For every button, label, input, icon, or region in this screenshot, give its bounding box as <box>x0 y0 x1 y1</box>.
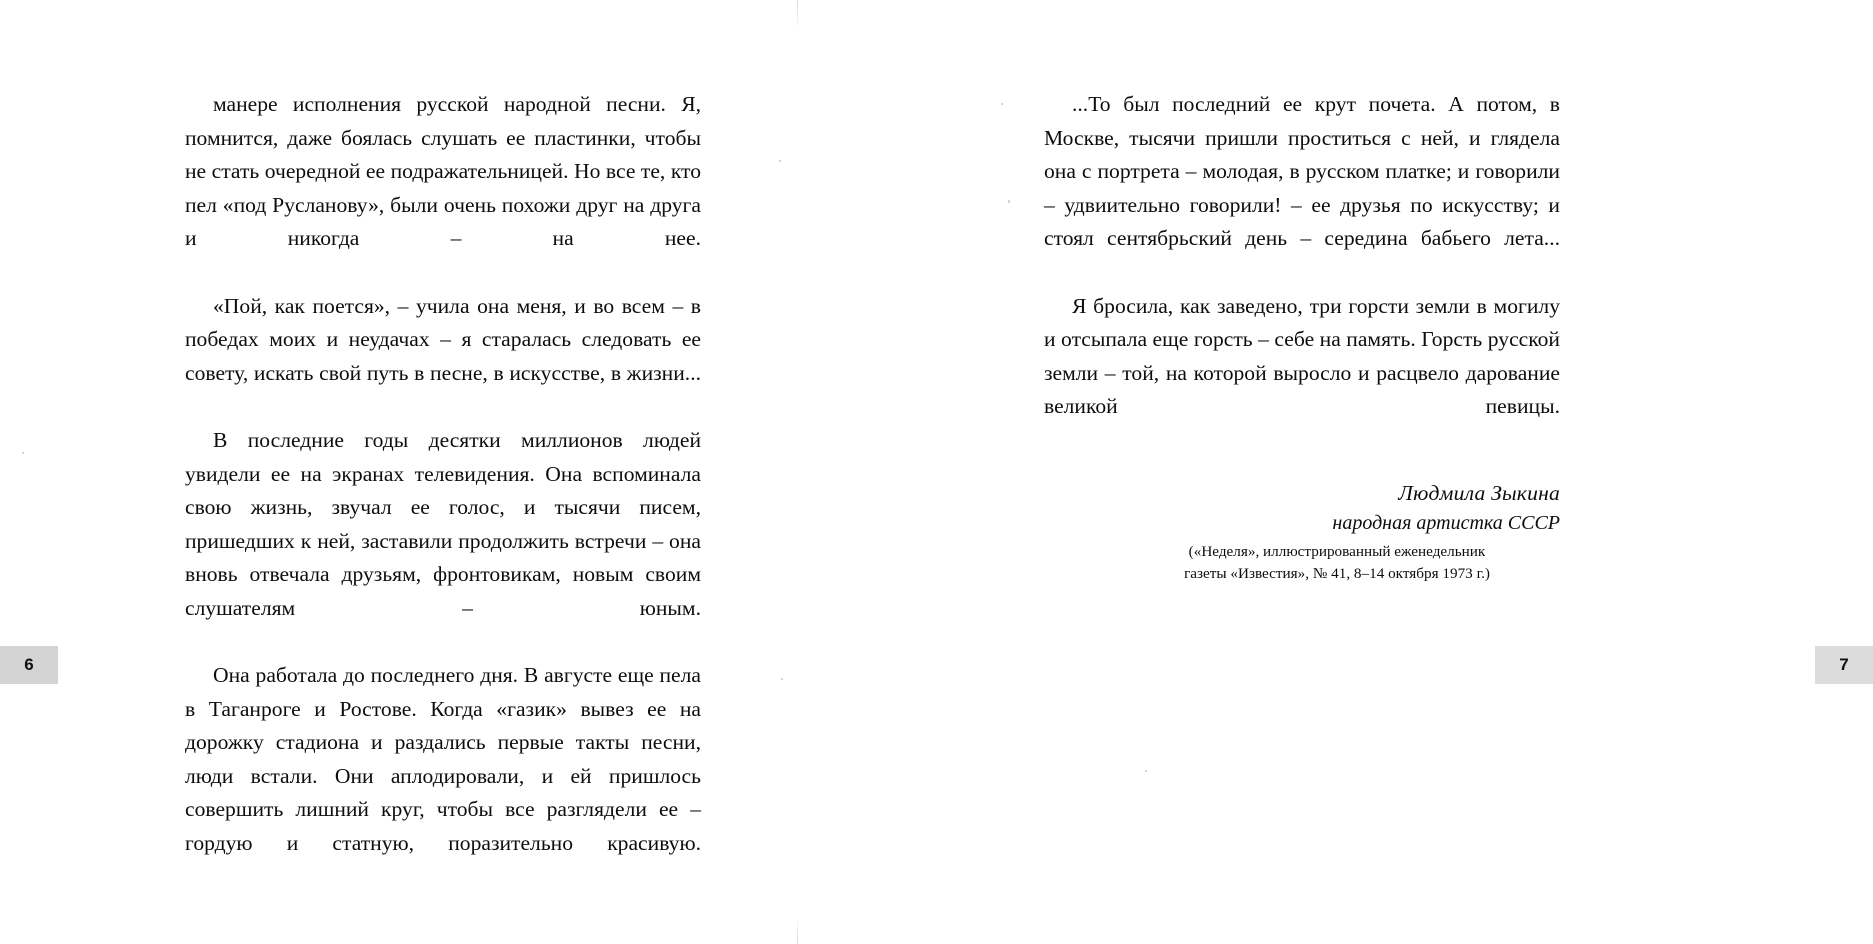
source-citation <box>1044 541 1560 585</box>
paragraph: манере исполнения русской народной песни. Я, помнится, даже боялась слушать ее пластинки, чтобы не стать очередной ее подражательницей. Но все те, кто пел «под Русланову», были очень похожи друг на друга и никогда – на нее. <box>185 92 701 251</box>
gutter-line-top <box>797 0 798 30</box>
right-page-text-column <box>1044 88 1560 585</box>
source-citation-line: газеты «Известия», № 41, 8–14 октября 1973 г.) <box>1184 564 1490 582</box>
signature-block <box>1044 478 1560 538</box>
paragraph: ...То был последний ее крут почета. А потом, в Москве, тысячи пришли проститься с ней, и глядела она с портрета – молодая, в русском платке; и говорили – удвиительно говорили! – ее друзья по искусству; и стоял сентябрьский день – середина бабьего лета... <box>1044 92 1560 251</box>
scan-speck <box>22 452 24 454</box>
scan-speck <box>781 678 783 680</box>
source-citation-line: («Неделя», иллюстрированный еженедельник <box>1188 542 1486 560</box>
left-page-text-column <box>185 88 701 894</box>
paragraph: «Пой, как поется», – учила она меня, и во всем – в победах моих и неудачах – я старалась следовать ее совету, искать свой путь в песне, в искусстве, в жизни... <box>185 293 701 385</box>
scan-speck <box>779 160 781 162</box>
paragraph: В последние годы десятки миллионов людей увидели ее на экранах телевидения. Она вспоминала свою жизнь, звучал ее голос, и тысячи писем, пришедших к ней, заставили продолжить встречи – она вновь отвечала друзьям, фронтовикам, новым своим слушателям – юным. <box>185 427 701 620</box>
author-title: народная артистка СССР <box>1332 511 1560 534</box>
gutter-line-bottom <box>797 918 798 944</box>
paragraph: Она работала до последнего дня. В августе еще пела в Таганроге и Ростове. Когда «газик» вывез ее на дорожку стадиона и раздались первые такты песни, люди встали. Они аплодировали, и ей пришлось совершить лишний круг, чтобы все разглядели ее – гордую и статную, поразительно красивую. <box>185 663 701 856</box>
scan-speck <box>1008 200 1010 203</box>
page-number-left: 6 <box>0 646 58 684</box>
scan-speck <box>1001 103 1003 105</box>
author-name: Людмила Зыкина <box>1398 480 1560 505</box>
page-number-right: 7 <box>1815 646 1873 684</box>
scan-speck <box>1145 770 1147 772</box>
paragraph: Я бросила, как заведено, три горсти земли в могилу и отсыпала еще горсть – себе на память. Горсть русской земли – той, на которой выросло и расцвело дарование великой певицы. <box>1044 293 1560 419</box>
